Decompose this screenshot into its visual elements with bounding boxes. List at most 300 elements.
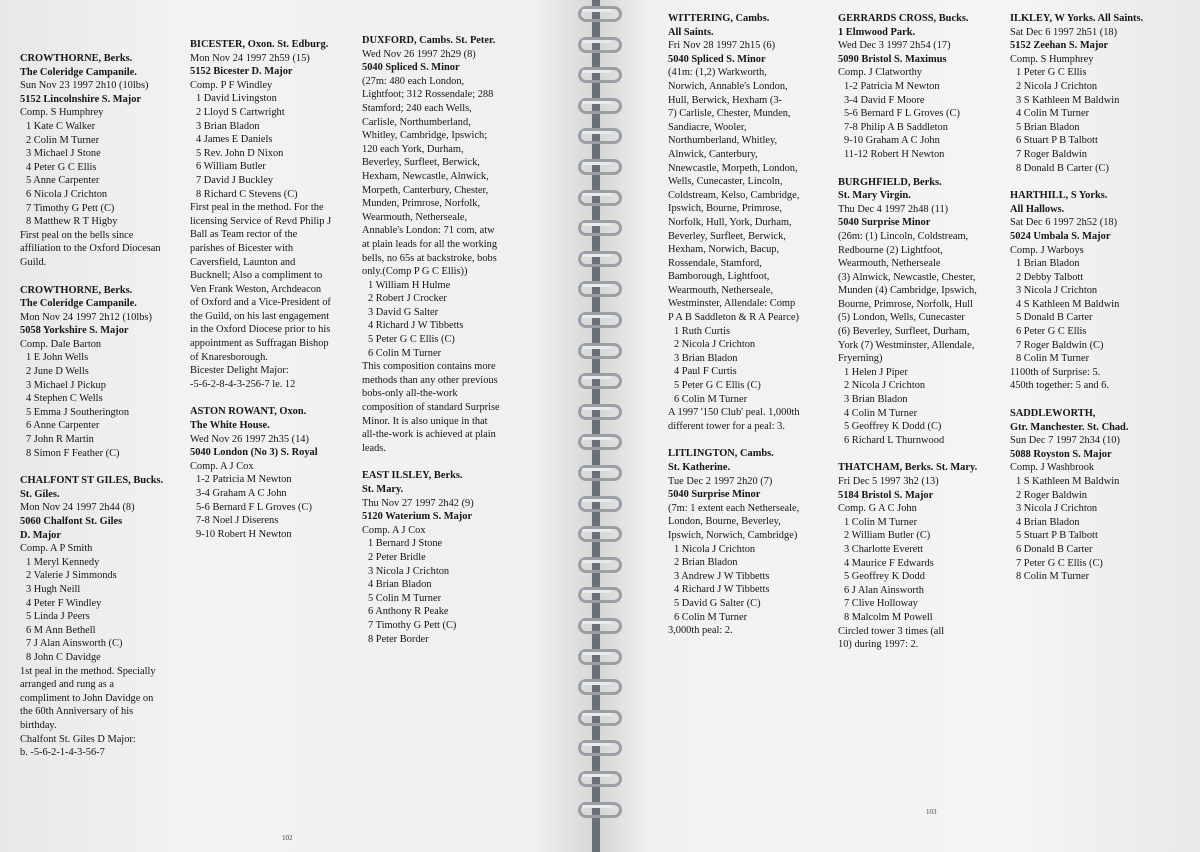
peal-method: 5060 Chalfont St. Giles <box>20 516 123 527</box>
right-column-1 <box>668 12 840 638</box>
ringer: 2 Robert J Crocker <box>368 293 447 305</box>
peal-place: WITTERING, Cambs. <box>668 13 770 24</box>
peal-note: Ipswich, Bourne, Primrose, <box>668 203 782 215</box>
peal-date: Tue Dec 2 1997 2h20 (7) <box>668 475 773 487</box>
peal-note: of Oxford and a Vice-President of <box>190 297 331 309</box>
ringer: 7 Timothy G Pett (C) <box>368 619 457 631</box>
peal-method: D. Major <box>20 529 61 541</box>
ringer: 5-6 Bernard F L Groves (C) <box>844 108 960 120</box>
ringer: 1 Brian Bladon <box>1016 258 1080 270</box>
ringer: 2 June D Wells <box>26 366 89 378</box>
peal-date: Mon Nov 24 1997 2h44 (8) <box>20 502 135 514</box>
peal-place: HARTHILL, S Yorks. <box>1010 190 1108 202</box>
ring-highlight <box>582 40 612 43</box>
ringer: 5 David G Salter (C) <box>674 597 761 609</box>
peal-note: This composition contains more <box>362 361 496 373</box>
peal-place: ASTON ROWANT, Oxon. <box>190 406 307 418</box>
ringer: 1 Peter G C Ellis <box>1016 67 1087 79</box>
peal-note: composition of standard Surprise <box>362 402 500 414</box>
peal-entry <box>190 38 362 391</box>
peal-method: 5152 Bicester D. Major <box>190 66 293 78</box>
peal-note: the Guild, on his last engagement <box>190 310 330 322</box>
peal-place: CROWTHORNE, Berks. <box>20 53 133 64</box>
ringer: 4 S Kathleen M Baldwin <box>1016 298 1120 310</box>
ringer: 2 Nicola J Crichton <box>1016 80 1098 92</box>
peal-note: York (7) Westminster, Allendale, <box>838 339 975 351</box>
ringer: 5-6 Bernard F L Groves (C) <box>196 501 312 513</box>
ring-highlight <box>582 499 612 502</box>
peal-entry <box>668 447 840 637</box>
left-page <box>0 0 592 852</box>
ringer: 3 Brian Bladon <box>844 394 908 406</box>
peal-tower: Gtr. Manchester. St. Chad. <box>1010 421 1129 433</box>
ringer: 9-10 Robert H Newton <box>196 528 292 540</box>
peal-place: ILKLEY, W Yorks. All Saints. <box>1010 13 1144 24</box>
peal-entry <box>838 461 1010 651</box>
peal-note: only.(Comp P G C Ellis)) <box>362 266 468 278</box>
peal-method: 5090 Bristol S. Maximus <box>838 53 947 65</box>
ringer: 7-8 Philip A B Saddleton <box>844 121 948 133</box>
peal-date: Thu Nov 27 1997 2h42 (9) <box>362 497 474 509</box>
ring-highlight <box>582 652 612 655</box>
ringer: 6 William Butler <box>196 161 266 173</box>
peal-method: 5152 Lincolnshire S. Major <box>20 93 142 105</box>
ring-highlight <box>582 590 612 593</box>
peal-note: bobs-only all-the-work <box>362 388 458 400</box>
peal-note: Bucknell; Also a compliment to <box>190 270 323 282</box>
peal-composer: Comp. J Clatworthy <box>838 67 922 79</box>
peal-tower: The Coleridge Campanile. <box>20 298 137 310</box>
peal-note: Hexham, Norwich, Bacup, <box>668 244 780 256</box>
ring-highlight <box>582 193 612 196</box>
page-number: 102 <box>282 834 293 842</box>
peal-date: Sat Dec 6 1997 2h51 (18) <box>1010 26 1118 38</box>
ring-highlight <box>582 621 612 624</box>
peal-entry <box>1010 407 1180 584</box>
spiral-ring <box>578 190 622 206</box>
peal-date: Mon Nov 24 1997 2h59 (15) <box>190 52 310 64</box>
ringer: 9-10 Graham A C John <box>844 135 940 147</box>
left-column-1 <box>20 52 190 760</box>
ringer: 3-4 David F Moore <box>844 94 925 106</box>
ringer: 6 Richard L Thurnwood <box>844 434 945 446</box>
peal-note: First peal in the method. For the <box>190 202 324 214</box>
ringer: 1-2 Patricia M Newton <box>196 474 292 486</box>
peal-entry <box>20 474 190 759</box>
peal-place: DUXFORD, Cambs. St. Peter. <box>362 35 496 46</box>
ringer: 7-8 Noel J Diserens <box>196 515 279 527</box>
ringer: 2 Lloyd S Cartwright <box>196 106 285 118</box>
peal-note: 10) during 1997: 2. <box>838 639 919 651</box>
ringer: 7 John R Martin <box>26 434 94 446</box>
spiral-ring <box>578 649 622 665</box>
peal-note: Circled tower 3 times (all <box>838 625 945 637</box>
peal-note: affiliation to the Oxford Diocesan <box>20 243 161 255</box>
ringer: 7 J Alan Ainsworth (C) <box>26 638 123 650</box>
ringer: 7 Roger Baldwin (C) <box>1016 339 1104 351</box>
peal-note: Bamborough, Lightfoot, <box>668 271 770 283</box>
entry-gap <box>838 162 1010 176</box>
peal-note: at plain leads for all the working <box>362 238 498 250</box>
ringer: 6 Peter G C Ellis <box>1016 326 1087 338</box>
ringer: 3 Michael J Stone <box>26 148 101 160</box>
ringer: 3 S Kathleen M Baldwin <box>1016 94 1120 106</box>
peal-note: arranged and rung as a <box>20 679 115 691</box>
peal-note: Hull, Berwick, Hexham (3- <box>668 94 782 106</box>
ringer: 5 Brian Bladon <box>1016 121 1080 133</box>
peal-tower: The White House. <box>190 420 270 432</box>
peal-note: Annable's London: 71 com, atw <box>362 225 495 237</box>
peal-date: Sun Nov 23 1997 2h10 (10lbs) <box>20 80 149 92</box>
peal-place: CROWTHORNE, Berks. <box>20 284 133 296</box>
peal-place: BICESTER, Oxon. St. Edburg. <box>190 39 329 50</box>
ringer: 1 Kate C Walker <box>26 120 96 132</box>
peal-composer: Comp. P F Windley <box>190 79 273 91</box>
ring-highlight <box>582 805 612 808</box>
spiral-ring <box>578 802 622 818</box>
peal-note: parishes of Bicester with <box>190 242 294 254</box>
peal-composer: Comp. S Humphrey <box>20 107 104 119</box>
ringer: 6 Colin M Turner <box>674 393 748 405</box>
ringer: 1 E John Wells <box>26 352 89 364</box>
peal-place: THATCHAM, Berks. St. Mary. <box>838 462 978 474</box>
ringer: 5 Rev. John D Nixon <box>196 147 284 159</box>
peal-method: 5088 Royston S. Major <box>1010 448 1112 460</box>
ringer: 3 Nicola J Crichton <box>368 565 450 577</box>
ringer: 2 Brian Bladon <box>674 557 738 569</box>
peal-note: of Knaresborough. <box>190 351 268 363</box>
peal-note: compliment to John Davidge on <box>20 692 154 704</box>
ringer: 8 Colin M Turner <box>1016 571 1090 583</box>
ringer: 6 M Ann Bethell <box>26 624 96 636</box>
peal-composer: Comp. G A C John <box>838 503 917 515</box>
peal-entry <box>20 52 190 270</box>
peal-composer: Comp. S Humphrey <box>1010 53 1094 65</box>
ringer: 3 Michael J Pickup <box>26 379 106 391</box>
ring-highlight <box>582 407 612 410</box>
ringer: 7 Roger Baldwin <box>1016 148 1087 160</box>
peal-note: Nnewcastle, Morpeth, London, <box>668 162 798 174</box>
peal-note: -5-6-2-8-4-3-256-7 le. 12 <box>190 378 296 390</box>
ringer: 7 Timothy G Pett (C) <box>26 202 115 214</box>
right-column-2 <box>838 12 1010 652</box>
peal-date: Wed Nov 26 1997 2h35 (14) <box>190 433 309 445</box>
peal-note: different tower for a peal: 3. <box>668 420 785 432</box>
ringer: 4 Colin M Turner <box>1016 108 1090 120</box>
peal-note: Whitley, Cambridge, Ipswich; <box>362 130 488 142</box>
peal-note: First peal on the bells since <box>20 229 134 241</box>
peal-method: 5024 Umbala S. Major <box>1010 230 1111 242</box>
peal-note: (5) London, Wells, Cunecaster <box>838 312 965 324</box>
peal-composer: Comp. Dale Barton <box>20 338 102 350</box>
peal-note: Carlisle, Northumberland, <box>362 116 471 128</box>
peal-date: Mon Nov 24 1997 2h12 (10lbs) <box>20 311 152 323</box>
ringer: 5 Peter G C Ellis (C) <box>368 334 455 346</box>
peal-note: Beverley, Surfleet, Berwick, <box>668 230 786 242</box>
peal-place: EAST ILSLEY, Berks. <box>362 470 463 482</box>
ringer: 4 Maurice F Edwards <box>844 557 934 569</box>
peal-note: Stamford; 240 each Wells, <box>362 102 472 114</box>
peal-note: 120 each York, Durham, <box>362 143 464 155</box>
ringer: 8 Malcolm M Powell <box>844 611 933 623</box>
entry-gap <box>838 447 1010 461</box>
peal-note: Redbourne (2) Lightfoot, <box>838 244 943 256</box>
peal-note: Wearmouth, Netherseale <box>838 258 941 270</box>
peal-date: Wed Nov 26 1997 2h29 (8) <box>362 48 476 60</box>
right-column-3 <box>1010 12 1180 584</box>
peal-method: 5120 Waterium S. Major <box>362 511 473 523</box>
peal-method: 5040 Spliced S. Minor <box>668 53 766 65</box>
peal-entry <box>190 405 362 541</box>
peal-tower: All Hallows. <box>1010 203 1065 215</box>
peal-note: Bourne, Primrose, Norfolk, Hull <box>838 298 974 310</box>
ringer: 2 William Butler (C) <box>844 530 931 542</box>
peal-note: P A B Saddleton & R A Pearce) <box>668 312 799 324</box>
ring-highlight <box>582 713 612 716</box>
peal-entry <box>362 34 534 455</box>
ringer: 7 Peter G C Ellis (C) <box>1016 557 1103 569</box>
peal-note: 1100th of Surprise: 5. <box>1010 366 1101 378</box>
ringer: 5 Peter G C Ellis (C) <box>674 380 761 392</box>
peal-entry <box>362 469 534 646</box>
peal-note: Wells, Cunecaster, Lincoln, <box>668 176 783 188</box>
peal-note: Wearmouth, Netherseale, <box>362 211 468 223</box>
peal-tower: The Coleridge Campanile. <box>20 66 137 78</box>
peal-note: Hexham, Newcastle, Alnwick, <box>362 170 489 182</box>
peal-tower: St. Mary Virgin. <box>838 190 911 202</box>
peal-entry <box>668 12 840 433</box>
peal-note: Norfolk, Hull, York, Durham, <box>668 216 792 228</box>
ringer: 5 Geoffrey K Dodd (C) <box>844 421 942 433</box>
ringer: 4 Colin M Turner <box>844 407 918 419</box>
peal-note: Minor. It is also unique in that <box>362 415 488 427</box>
ringer: 1 Colin M Turner <box>844 516 918 528</box>
peal-place: GERRARDS CROSS, Bucks. <box>838 13 969 24</box>
peal-composer: Comp. A P Smith <box>20 543 93 555</box>
ringer: 2 Roger Baldwin <box>1016 489 1087 501</box>
peal-note: licensing Service of Revd Philip J <box>190 215 332 227</box>
ringer: 3 Brian Bladon <box>196 120 260 132</box>
peal-note: in the Oxford Diocese prior to his <box>190 324 331 336</box>
peal-note: Caversfield, Launton and <box>190 256 296 268</box>
peal-method: 5184 Bristol S. Major <box>838 489 934 501</box>
ringer: 2 Nicola J Crichton <box>674 339 756 351</box>
peal-method: 5058 Yorkshire S. Major <box>20 325 129 337</box>
ringer: 4 Brian Bladon <box>368 579 432 591</box>
ringer: 1 S Kathleen M Baldwin <box>1016 476 1120 487</box>
ring-highlight <box>582 70 612 73</box>
peal-note: (27m: 480 each London, <box>362 75 465 87</box>
spiral-binding <box>570 0 630 852</box>
peal-note: (41m: (1,2) Warkworth, <box>668 67 767 79</box>
peal-note: Fryerning) <box>838 353 883 365</box>
peal-note: Ven Frank Weston, Archdeacon <box>190 283 322 295</box>
ringer: 6 Colin M Turner <box>674 611 748 623</box>
ringer: 3 Nicola J Crichton <box>1016 503 1098 515</box>
ringer: 5 Stuart P B Talbott <box>1016 530 1098 542</box>
ring-highlight <box>582 131 612 134</box>
entry-gap <box>1010 175 1180 189</box>
ringer: 7 Clive Holloway <box>844 598 918 610</box>
peal-tower: 1 Elmwood Park. <box>838 26 916 38</box>
peal-entry <box>1010 189 1180 393</box>
ringer: 2 Valerie J Simmonds <box>26 570 117 582</box>
ringer: 3 Brian Bladon <box>674 352 738 364</box>
ringer: 6 J Alan Ainsworth <box>844 584 924 596</box>
ringer: 1 Nicola J Crichton <box>674 543 756 555</box>
ring-highlight <box>582 315 612 318</box>
peal-date: Fri Nov 28 1997 2h15 (6) <box>668 40 776 52</box>
ring-highlight <box>582 162 612 165</box>
ring-highlight <box>582 682 612 685</box>
spiral-ring <box>578 496 622 512</box>
peal-note: London, Bourne, Beverley, <box>668 516 781 528</box>
peal-note: Munden, Primrose, Norfolk, <box>362 198 481 210</box>
peal-note: 450th together: 5 and 6. <box>1010 380 1109 392</box>
peal-composer: Comp. A J Cox <box>190 460 254 472</box>
peal-note: (7m: 1 extent each Netherseale, <box>668 502 800 514</box>
ringer: 8 John C Davidge <box>26 651 101 663</box>
peal-note: Rossendale, Stamford, <box>668 257 762 269</box>
peal-note: all-the-work is achieved at plain <box>362 429 496 441</box>
ringer: 6 Anthony R Peake <box>368 606 449 618</box>
ring-highlight <box>582 529 612 532</box>
ringer: 11-12 Robert H Newton <box>844 148 945 160</box>
ringer: 2 Colin M Turner <box>26 134 100 146</box>
entry-gap <box>20 270 190 284</box>
ringer: 8 Simon F Feather (C) <box>26 447 120 459</box>
right-page <box>600 0 1200 852</box>
peal-date: Thu Dec 4 1997 2h48 (11) <box>838 203 949 215</box>
peal-note: Bicester Delight Major: <box>190 365 289 377</box>
peal-note: Morpeth, Canterbury, Chester, <box>362 184 489 196</box>
ringer: 2 Debby Talbott <box>1016 271 1084 283</box>
entry-gap <box>190 391 362 405</box>
ringer: 4 Stephen C Wells <box>26 393 103 405</box>
ringer: 8 Colin M Turner <box>1016 353 1090 365</box>
ring-highlight <box>582 346 612 349</box>
ringer: 2 Peter Bridle <box>368 551 426 563</box>
peal-note: birthday. <box>20 719 57 731</box>
ring-highlight <box>582 468 612 471</box>
entry-gap <box>362 455 534 469</box>
peal-place: SADDLEWORTH, <box>1010 408 1096 420</box>
ring-highlight <box>582 437 612 440</box>
peal-tower: St. Mary. <box>362 484 404 495</box>
peal-note: Lightfoot; 312 Rossendale; 288 <box>362 89 494 101</box>
ringer: 8 Matthew R T Higby <box>26 216 118 228</box>
peal-date: Sat Dec 6 1997 2h52 (18) <box>1010 217 1118 229</box>
ringer: 4 James E Daniels <box>196 134 273 146</box>
ringer: 1 Helen J Piper <box>844 366 908 378</box>
ringer: 3 Nicola J Crichton <box>1016 285 1098 297</box>
ringer: 5 Geoffrey K Dodd <box>844 571 925 583</box>
peal-note: Alnwick, Canterbury, <box>668 148 758 160</box>
ringer: 4 Richard J W Tibbetts <box>674 584 770 596</box>
page-number: 103 <box>926 808 937 816</box>
peal-entry <box>838 176 1010 448</box>
peal-method: 5152 Zeehan S. Major <box>1010 40 1109 52</box>
peal-entry <box>20 284 190 461</box>
ringer: 6 Stuart P B Talbott <box>1016 135 1098 147</box>
ringer: 1-2 Patricia M Newton <box>844 80 940 92</box>
ringer: 4 Brian Bladon <box>1016 516 1080 528</box>
ringer: 4 Peter F Windley <box>26 597 102 609</box>
ring-highlight <box>582 743 612 746</box>
ring-highlight <box>582 9 612 12</box>
peal-note: 7) Carlisle, Chester, Munden, <box>668 108 791 120</box>
peal-note: (6) Beverley, Surfleet, Durham, <box>838 326 970 338</box>
ringer: 3 David G Salter <box>368 306 439 318</box>
peal-note: Ball as Team rector of the <box>190 229 298 241</box>
ringer: 6 Colin M Turner <box>368 347 442 359</box>
peal-note: Coldstream, Kelso, Cambridge, <box>668 189 800 201</box>
peal-composer: Comp. A J Cox <box>362 524 426 536</box>
peal-note: (26m: (1) Lincoln, Coldstream, <box>838 230 969 242</box>
ringer: 1 David Livingston <box>196 93 277 105</box>
ringer: 3-4 Graham A C John <box>196 488 287 499</box>
ring-highlight <box>582 774 612 777</box>
peal-note: methods than any other previous <box>362 374 498 386</box>
ringer: 4 Peter G C Ellis <box>26 161 97 173</box>
ringer: 8 Peter Border <box>368 633 429 645</box>
peal-note: Westminster, Allendale: Comp <box>668 298 796 310</box>
left-column-2 <box>190 38 362 541</box>
peal-note: A 1997 '150 Club' peal. 1,000th <box>668 407 800 419</box>
entry-gap <box>668 433 840 447</box>
peal-tower: St. Katherine. <box>668 462 731 473</box>
peal-date: Wed Dec 3 1997 2h54 (17) <box>838 40 951 52</box>
ringer: 5 Anne Carpenter <box>26 175 100 187</box>
peal-note: Sandiacre, Wooler, <box>668 121 747 133</box>
peal-note: Beverley, Surfleet, Berwick, <box>362 157 480 169</box>
ringer: 6 Donald B Carter <box>1016 543 1093 555</box>
peal-note: (3) Alnwick, Newcastle, Chester, <box>838 271 976 283</box>
peal-composer: Comp. J Warboys <box>1010 244 1084 256</box>
peal-note: Northumberland, Whitley, <box>668 135 778 147</box>
peal-composer: Comp. J Washbrook <box>1010 462 1095 474</box>
ringer: 5 Colin M Turner <box>368 592 442 604</box>
peal-note: Munden (4) Cambridge, Ipswich, <box>838 285 977 297</box>
peal-note: Guild. <box>20 256 47 268</box>
ringer: 1 Ruth Curtis <box>674 325 731 337</box>
ringer: 4 Richard J W Tibbetts <box>368 320 464 332</box>
peal-note: Norwich, Annable's London, <box>668 80 788 92</box>
ring-highlight <box>582 254 612 257</box>
peal-date: Fri Dec 5 1997 3h2 (13) <box>838 476 939 487</box>
ringer: 2 Nicola J Crichton <box>844 380 926 392</box>
entry-gap <box>20 460 190 474</box>
entry-gap <box>1010 393 1180 407</box>
ringer: 6 Anne Carpenter <box>26 420 100 432</box>
spiral-ring <box>578 37 622 53</box>
ringer: 3 Hugh Neill <box>26 583 81 595</box>
peal-note: Chalfont St. Giles D Major: <box>20 733 136 745</box>
peal-note: b. -5-6-2-1-4-3-56-7 <box>20 747 105 759</box>
peal-place: CHALFONT ST GILES, Bucks. <box>20 475 164 487</box>
ringer: 6 Nicola J Crichton <box>26 188 108 200</box>
ringer: 5 Emma J Southerington <box>26 406 130 418</box>
peal-note: leads. <box>362 442 386 454</box>
ringer: 3 Charlotte Everett <box>844 543 924 555</box>
peal-entry <box>838 12 1010 162</box>
ringer: 1 William H Hulme <box>368 279 451 291</box>
ringer: 5 Donald B Carter <box>1016 312 1093 324</box>
ringer: 8 Richard C Stevens (C) <box>196 188 298 200</box>
peal-note: the 60th Anniversary of his <box>20 706 134 718</box>
ring-highlight <box>582 223 612 226</box>
peal-tower: St. Giles. <box>20 488 60 500</box>
